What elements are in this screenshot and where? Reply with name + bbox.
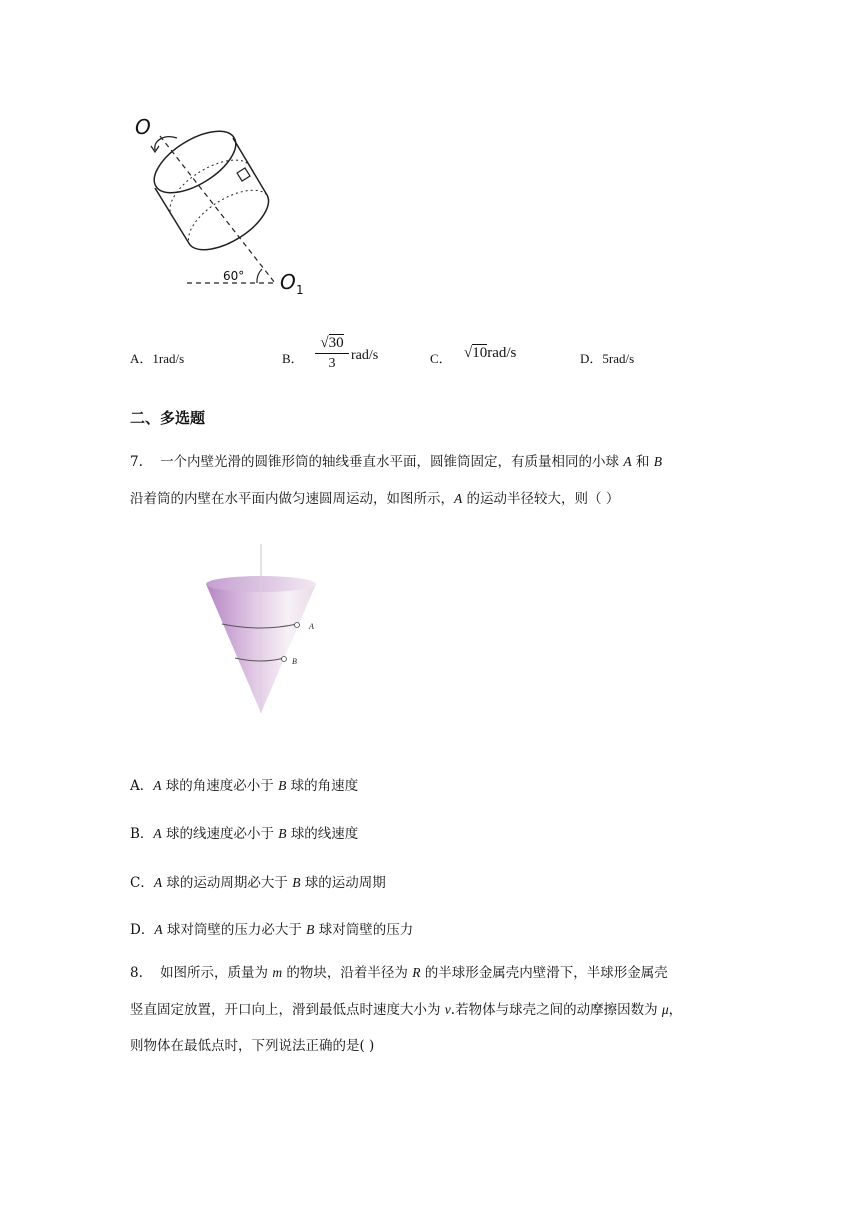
q8-var-v: v (444, 1002, 451, 1017)
q8-line-1: 8. 如图所示，质量为 m 的物块，沿着半径为 R 的半球形金属壳内壁滑下，半球形金属壳 (130, 965, 668, 981)
cone-figure (200, 540, 330, 720)
q6-option-b-numerator: 30 (328, 335, 344, 351)
q7-choice-d: D．A 球对筒壁的压力必大于 B 球对筒壁的压力 (130, 922, 414, 938)
q8-line-2: 竖直固定放置，开口向上，滑到最低点时速度大小为 v.若物体与球壳之间的动摩擦因数为 μ， (130, 1002, 683, 1018)
q6-option-c-prefix: C． (430, 351, 452, 366)
q7-var-a: A (623, 454, 632, 469)
cone-label-b: B (292, 657, 297, 666)
q7-choice-a: A．A 球的角速度必小于 B 球的角速度 (130, 778, 359, 794)
q7-line1-text: 一个内壁光滑的圆锥形筒的轴线垂直水平面，圆锥筒固定，有质量相同的小球 (160, 454, 620, 470)
q6-option-c-radicand: 10 (472, 345, 488, 361)
q8-number: 8. (130, 965, 143, 981)
q8-line-3: 则物体在最低点时，下列说法正确的是( ) (130, 1038, 375, 1054)
q6-option-b-unit: rad/s (351, 348, 379, 363)
q6-option-c-unit: rad/s (487, 345, 517, 361)
label-o: O (135, 115, 151, 139)
q7-number: 7. (130, 454, 143, 470)
q6-option-b-fraction: √30 3 (315, 334, 349, 372)
cone-label-a: A (309, 622, 314, 631)
q6-option-b-denominator: 3 (328, 356, 336, 371)
q7-line1-and: 和 (635, 454, 650, 470)
q6-option-a: A．1rad/s (130, 351, 185, 366)
q6-option-c-value: √10rad/s (464, 345, 517, 361)
q8-var-r: R (412, 965, 421, 980)
q7-choice-c: C．A 球的运动周期必大于 B 球的运动周期 (130, 875, 386, 891)
q8-var-mu: μ (661, 1002, 669, 1017)
section-title: 二、多选题 (130, 409, 206, 427)
rotating-cylinder-figure (125, 108, 325, 298)
label-o1: O (280, 270, 296, 294)
angle-label: 60° (223, 269, 245, 283)
q7-line2-end: 的运动半径较大，则（ ） (466, 491, 620, 507)
q7-var-b: B (653, 454, 662, 469)
q7-line-1 (130, 452, 662, 472)
q7-choice-b: B．A 球的线速度必小于 B 球的线速度 (130, 826, 359, 842)
q7-line2-text: 沿着筒的内壁在水平面内做匀速圆周运动，如图所示， (130, 491, 454, 507)
q6-option-b-prefix: B． (282, 351, 304, 366)
q7-line-2 (130, 489, 619, 509)
q8-var-m: m (272, 965, 283, 980)
q6-option-d: D．5rad/s (580, 351, 635, 366)
label-o1-subscript: 1 (296, 283, 304, 297)
q7-line2-var: A (454, 491, 463, 506)
